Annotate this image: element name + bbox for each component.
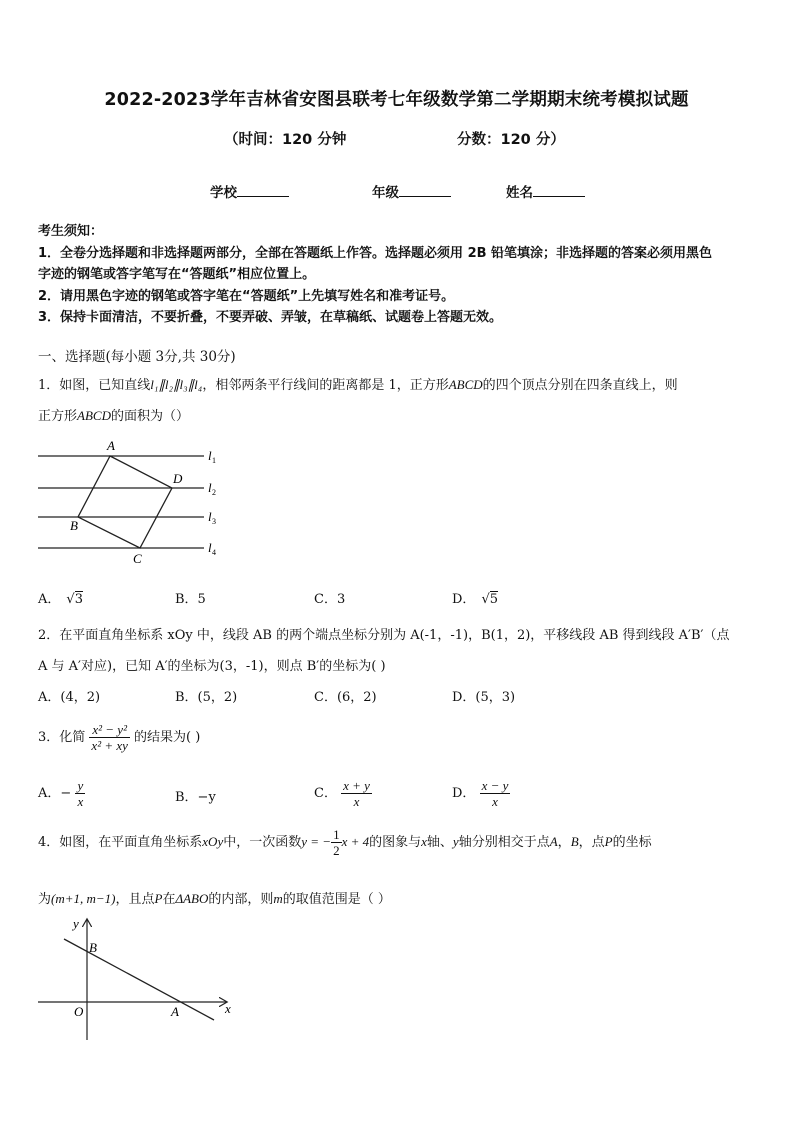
q4-y: y <box>452 834 459 849</box>
q4-line2-c: 在 <box>162 892 176 907</box>
q4-figure <box>36 912 246 1047</box>
grade-label: 年级 <box>372 185 399 201</box>
label-a: A <box>107 438 115 453</box>
q4-coord: (m+1, m−1) <box>51 891 116 906</box>
school-label: 学校 <box>210 185 237 201</box>
label-l1: l <box>208 448 212 463</box>
q3-fraction <box>89 722 129 753</box>
notice-line-1a: 1．全卷分选择题和非选择题两部分，全部在答题纸上作答。选择题必须用 2B 铅笔填涂；非选择题的答案必须用黑色 <box>38 245 713 261</box>
q4-triangle: ΔABO <box>175 891 209 906</box>
notice-line-1b: 字迹的钢笔或答字笔写在“答题纸”相应位置上。 <box>38 267 316 282</box>
q4-mid-2: 的图象与 <box>369 835 422 850</box>
q4-point-b: B <box>570 834 579 849</box>
q1-option-c[interactable]: C．3 <box>314 592 346 607</box>
name-label: 姓名 <box>506 185 533 201</box>
origin-label: O <box>74 1004 84 1019</box>
q1-option-d-label: D． <box>452 592 476 607</box>
q4-point-p-2: P <box>154 891 163 906</box>
q3-option-c-den: x <box>353 794 360 809</box>
q4-comma: ， <box>557 835 571 850</box>
exam-title: 2022-2023学年吉林省安图县联考七年级数学第二学期期末统考模拟试题 <box>104 90 689 110</box>
q1-text-b: 的四个顶点分别在四条直线上，则 <box>482 378 678 393</box>
school-field <box>210 181 289 201</box>
q3-line <box>38 722 200 753</box>
q2-option-a[interactable]: A．(4，2) <box>38 690 101 705</box>
label-l2: l <box>208 480 212 495</box>
q1-square-2: ABCD <box>77 408 111 423</box>
q1-option-a-value: 3 <box>74 592 83 607</box>
q4-line2-d: 的内部，则 <box>208 892 274 907</box>
point-b-label: B <box>89 940 97 955</box>
q3-option-a[interactable] <box>38 778 85 809</box>
label-l4-sub: 4 <box>212 548 216 557</box>
label-b: B <box>70 518 78 533</box>
q1-square: ABCD <box>448 377 483 392</box>
notice-line-2: 2．请用黑色字迹的钢笔或答字笔在“答题纸”上先填写姓名和准考证号。 <box>38 288 455 304</box>
q2-option-d[interactable]: D．(5，3) <box>452 690 516 705</box>
q3-option-d-den: x <box>492 794 498 809</box>
q4-mid-5: ，点 <box>578 835 605 850</box>
q1-option-a[interactable]: A． √3 <box>38 592 83 607</box>
q1-option-b[interactable]: B．5 <box>175 592 206 607</box>
grade-field <box>372 181 451 201</box>
q4-line2-a: 为 <box>38 892 52 907</box>
q3-option-a-sign: − <box>60 786 72 801</box>
q1-option-d-value: 5 <box>489 592 499 607</box>
square-abcd <box>78 456 172 548</box>
y-axis-label: y <box>73 916 79 931</box>
label-c: C <box>133 551 142 566</box>
name-field <box>506 181 585 201</box>
q3-prefix: 3．化简 <box>38 730 86 745</box>
q4-mid-1: 中，一次函数 <box>223 835 302 850</box>
q4-point-p: P <box>604 834 613 849</box>
school-blank <box>237 183 289 197</box>
q4-prefix: 4．如图，在平面直角坐标系 <box>38 835 203 850</box>
q2-option-b[interactable]: B．(5，2) <box>175 690 238 705</box>
q1-option-a-label: A． <box>38 592 61 607</box>
q4-mid-4: 轴分别相交于点 <box>458 835 550 850</box>
exam-time: （时间：120 分钟 <box>224 132 347 148</box>
q2-line-2: A 与 A′对应)，已知 A′的坐标为(3，-1)，则点 B′的坐标为( ) <box>38 659 386 674</box>
label-l1-sub: 1 <box>212 456 216 465</box>
q1-lines: l₁∥l₂∥l₃∥l₄ <box>150 377 203 392</box>
q3-option-a-den: x <box>77 794 84 809</box>
q3-option-a-num: y <box>77 778 84 793</box>
label-d: D <box>173 471 183 486</box>
label-l4: l <box>208 540 212 555</box>
q1-figure <box>36 436 226 568</box>
q4-x: x <box>421 834 427 849</box>
q3-option-c-label: C． <box>314 786 337 801</box>
q3-option-a-fraction <box>75 778 85 809</box>
label-l2-sub: 2 <box>212 488 216 497</box>
q4-line2-e: 的取值范围是（ ） <box>282 892 391 907</box>
q3-denominator: x² + xy <box>91 738 128 753</box>
q4-fn-num: 1 <box>333 827 340 842</box>
q1-line-1 <box>38 374 678 393</box>
q3-option-d-fraction <box>480 778 511 809</box>
grade-blank <box>399 183 451 197</box>
q4-mid-6: 的坐标 <box>612 835 652 850</box>
q1-option-d[interactable]: D． √5 <box>452 592 499 607</box>
q3-option-c[interactable] <box>314 778 372 809</box>
q4-point-a: A <box>549 834 558 849</box>
q3-option-c-fraction <box>341 778 372 809</box>
name-blank <box>533 183 585 197</box>
label-l3-sub: 3 <box>212 517 216 526</box>
q3-option-b[interactable]: B．−y <box>175 790 216 805</box>
exam-score: 分数：120 分） <box>457 132 565 148</box>
q2-line-1: 2．在平面直角坐标系 xOy 中，线段 AB 的两个端点坐标分别为 A(-1，-1)，B(1，2)，平移线段 AB 得到线段 A′B′（点 <box>38 628 730 643</box>
section-heading: 一、选择题(每小题 3分,共 30分) <box>38 349 236 365</box>
q3-option-d-num: x − y <box>481 778 509 793</box>
q3-option-d[interactable] <box>452 778 510 809</box>
q4-line-2 <box>38 888 391 907</box>
notice-heading: 考生须知： <box>38 224 104 239</box>
q3-numerator: x² − y² <box>89 722 129 738</box>
q1-text-a: ，相邻两条平行线间的距离都是 1，正方形 <box>202 378 449 393</box>
q4-xoy: xOy <box>202 834 224 849</box>
notice-line-3: 3．保持卡面清洁，不要折叠，不要弄破、弄皱，在草稿纸、试题卷上答题无效。 <box>38 310 503 325</box>
q1-text-c: 正方形 <box>38 409 78 424</box>
q1-number: 1．如图，已知直线 <box>38 378 151 393</box>
q2-option-c[interactable]: C．(6，2) <box>314 690 377 705</box>
exam-notice <box>38 221 712 329</box>
label-l3: l <box>208 509 212 524</box>
q4-fn-den: 2 <box>333 843 340 858</box>
q3-suffix: 的结果为( ) <box>134 730 201 745</box>
q1-text-d: 的面积为（） <box>110 409 189 424</box>
x-axis-label: x <box>225 1001 231 1016</box>
q3-option-a-label: A． <box>38 786 61 801</box>
point-a-label: A <box>171 1004 179 1019</box>
q4-fn-rhs: x + 4 <box>341 834 370 849</box>
q1-line-2 <box>38 405 189 424</box>
q4-mid-3: 轴、 <box>426 835 453 850</box>
q3-option-c-num: x + y <box>343 778 370 793</box>
q4-line2-b: ，且点 <box>115 892 155 907</box>
q3-option-d-label: D． <box>452 786 476 801</box>
q4-m: m <box>273 891 283 906</box>
q4-fn-lhs: y = − <box>301 834 332 849</box>
q4-fn-fraction <box>331 827 342 858</box>
q4-line-1 <box>38 827 652 858</box>
